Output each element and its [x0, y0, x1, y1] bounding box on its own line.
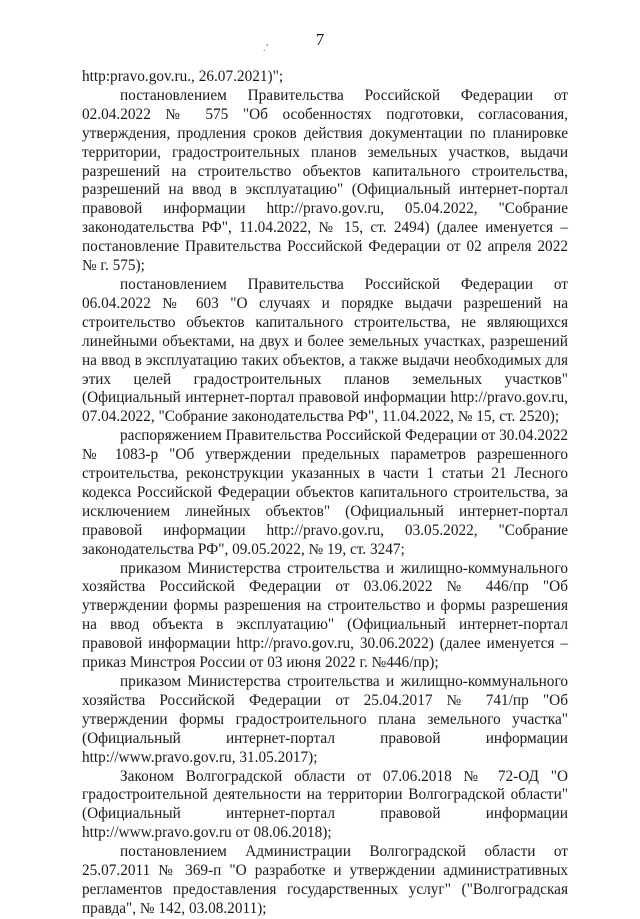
document-body [82, 68, 568, 919]
paragraph-order-741-pr: приказом Министерства строительства и жилищно-коммунального хозяйства Российской Федерации от 25.04.2017 № 741/пр "Об утверждении формы градостроительного плана земельного участка" (Официальный интернет-портал правовой информации http://www.pravo.gov.ru, 31.05.2017); [82, 673, 568, 766]
paragraph-order-1083-r: распоряжением Правительства Российской Федерации от 30.04.2022 № 1083-р "Об утверждении предельных параметров разрешенного строительства, реконструкции указанных в части 1 статьи 21 Лесного кодекса Российской Федерации объектов капитального строительства, за исключением линейных объектов" (Официальный интернет-портал правовой информации http://pravo.gov.ru, 03.05.2022, "Собрание законодательства РФ", 09.05.2022, № 19, ст. 3247; [82, 427, 568, 558]
paragraph-resolution-603: постановлением Правительства Российской Федерации от 06.04.2022 № 603 "О случаях и порядке выдачи разрешений на строительство объектов капитального строительства, не являющихся линейными объектами, на двух и более земельных участках, разрешений на ввод в эксплуатацию таких объектов, а также выдачи необходимых для этих целей градостроительных планов земельных участков" (Официальный интернет-портал правовой информации http://pravo.gov.ru, 07.04.2022, "Собрание законодательства РФ", 11.04.2022, № 15, ст. 2520); [82, 275, 568, 426]
page-number: 7 [315, 30, 325, 49]
paragraph-continuation: http:pravo.gov.ru., 26.07.2021)"; [82, 68, 284, 85]
scan-artifact-mark: .’ [263, 43, 269, 54]
paragraph-law-72-od: Законом Волгоградской области от 07.06.2018 № 72-ОД "О градостроительной деятельности на территории Волгоградской области" (Официальный интернет-портал правовой информации http://www.pravo.gov.ru от 08.06.2018); [82, 767, 568, 842]
paragraph-order-446-pr: приказом Министерства строительства и жилищно-коммунального хозяйства Российской Федерации от 03.06.2022 № 446/пр "Об утверждении формы разрешения на строительство и формы разрешения на ввод объекта в эксплуатацию" (Официальный интернет-портал правовой информации http://pravo.gov.ru, 30.06.2022) (далее именуется – приказ Минстроя России от 03 июня 2022 г. №446/пр); [82, 559, 568, 672]
paragraph-resolution-575: постановлением Правительства Российской Федерации от 02.04.2022 № 575 "Об особенностях подготовки, согласования, утверждения, продления сроков действия документации по планировке территории, градостроительных планов земельных участков, выдачи разрешений на строительство объектов капитального строительства, разрешений на ввод в эксплуатацию" (Официальный интернет-портал правовой информации http://pravo.gov.ru, 05.04.2022, "Собрание законодательства РФ", 11.04.2022, № 15, ст. 2494) (далее именуется – постановление Правительства Российской Федерации от 02 апреля 2022 № г. 575); [82, 86, 568, 275]
paragraph-resolution-369-p: постановлением Администрации Волгоградской области от 25.07.2011 № 369-п "О разработке и утверждении административных регламентов предоставления государственных услуг" ("Волгоградская правда", № 142, 03.08.2011); [82, 843, 568, 917]
